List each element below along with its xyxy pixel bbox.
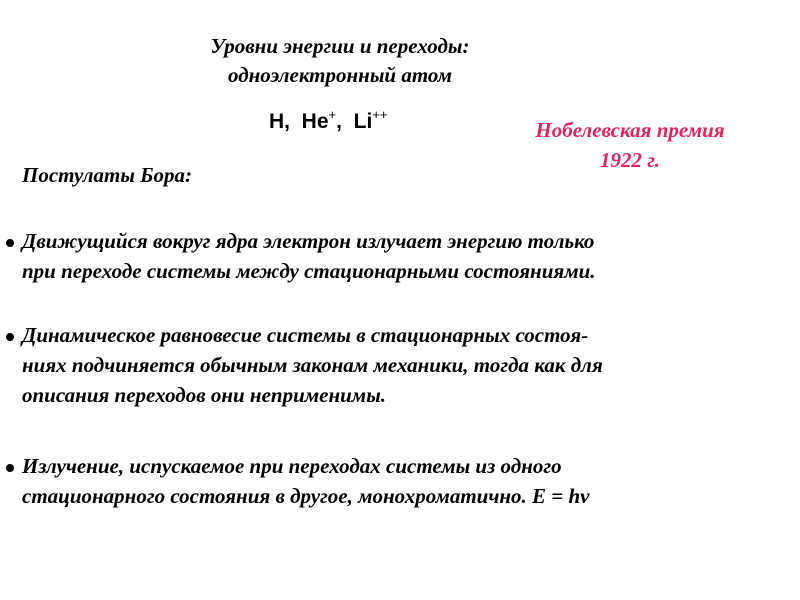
postulate-item-1 [0,226,800,286]
postulate-2-line-2: ниях подчиняется обычным законам механики, тогда как для [22,353,603,377]
nobel-prize-note [498,115,762,175]
postulate-item-2 [0,320,800,410]
formula-comma: , [336,110,342,133]
formula-li: Li [353,110,373,133]
title-line-2: одноэлектронный атом [228,63,452,87]
bullet-icon [6,464,14,472]
bullet-icon [6,333,14,341]
postulate-2-line-3: описания переходов они неприменимы. [22,383,387,407]
ion-formula [269,107,388,134]
formula-li-charge: ++ [372,107,388,122]
postulate-3-line-1: Излучение, испускаемое при переходах системы из одного [22,454,562,478]
formula-he-charge: + [328,107,337,122]
slide-title [140,32,540,90]
postulate-item-3 [0,451,800,511]
formula-h: H, [269,110,290,133]
postulate-1-line-1: Движущийся вокруг ядра электрон излучает энергию только [22,229,595,253]
postulate-3-line-2: стационарного состояния в другое, монохроматично. E = hν [22,484,590,508]
nobel-line-1: Нобелевская премия [535,118,725,142]
nobel-line-2: 1922 г. [600,148,660,172]
bullet-icon [6,239,14,247]
postulate-2-line-1: Динамическое равновесие системы в стационарных состоя- [22,323,589,347]
postulate-1-line-2: при переходе системы между стационарными состояниями. [22,259,596,283]
formula-he: He [301,110,329,133]
title-line-1: Уровни энергии и переходы: [210,34,470,58]
postulates-heading: Постулаты Бора: [22,163,192,187]
